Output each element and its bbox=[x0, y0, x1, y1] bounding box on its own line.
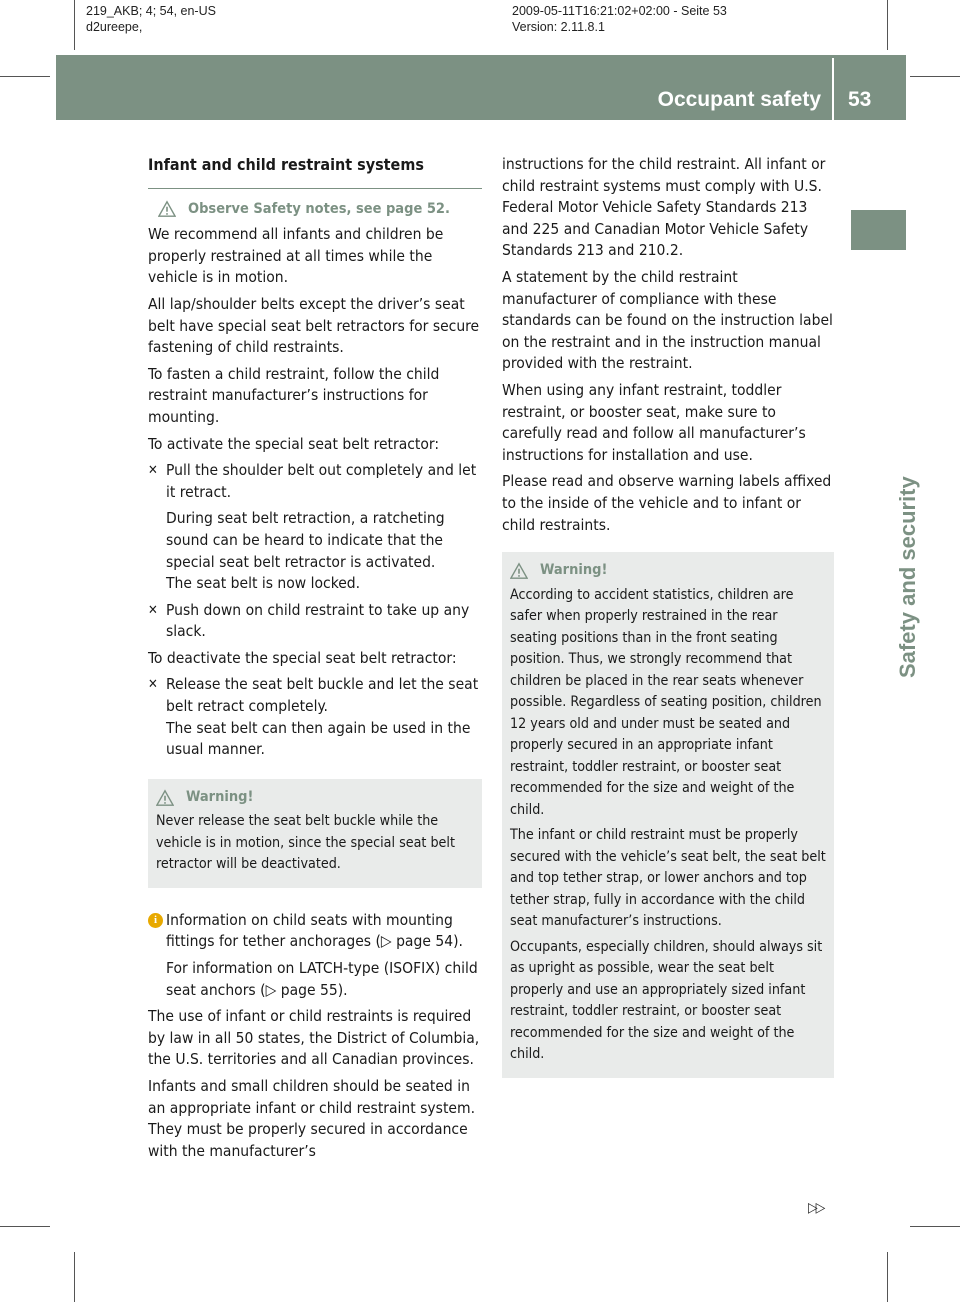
step-detail: The seat belt can then again be used in the usual manner. bbox=[166, 718, 471, 759]
print-meta-left bbox=[86, 3, 216, 35]
print-meta-right bbox=[512, 3, 727, 35]
paragraph: To deactivate the special seat belt retractor: bbox=[148, 648, 457, 667]
warning-title: Warning! bbox=[540, 562, 608, 579]
warning-text: Never release the seat belt buckle while the vehicle is in motion, since the special seat belt retractor will be deactivated. bbox=[156, 813, 455, 873]
continue-arrows-icon: ▷▷ bbox=[808, 1200, 824, 1216]
step-detail: The seat belt is now locked. bbox=[166, 574, 361, 593]
crop-mark bbox=[887, 0, 888, 50]
right-column bbox=[502, 154, 834, 1078]
print-meta-right-line1: 2009-05-11T16:21:02+02:00 - Seite 53 bbox=[512, 4, 727, 18]
warning-triangle-icon bbox=[156, 789, 174, 807]
step-text: Pull the shoulder belt out completely and let it retract. bbox=[166, 461, 477, 501]
step-text: Release the seat belt buckle and let the seat belt retract completely. bbox=[166, 675, 479, 716]
crop-mark bbox=[910, 76, 960, 77]
section-tab-marker bbox=[851, 210, 906, 250]
crop-mark bbox=[0, 76, 50, 77]
crop-mark bbox=[910, 1226, 960, 1227]
section-tab bbox=[855, 258, 920, 678]
left-column bbox=[148, 154, 482, 1167]
warning-header bbox=[510, 560, 826, 582]
step-arrow-icon: ✕ bbox=[148, 463, 158, 479]
step-item bbox=[148, 600, 482, 643]
paragraph: The use of infant or child restraints is required by law in all 50 states, the District of Columbia, the U.S. territories and all Canadian provinces. bbox=[148, 1007, 480, 1069]
step-arrow-icon: ✕ bbox=[148, 677, 158, 693]
warning-box bbox=[148, 779, 482, 888]
section-heading: Infant and child restraint systems bbox=[148, 155, 424, 174]
print-meta-left-line2: d2ureepe, bbox=[86, 20, 143, 34]
paragraph: All lap/shoulder belts except the driver’s seat belt have special seat belt retractors for secure fastening of child restraints. bbox=[148, 294, 480, 357]
paragraph: instructions for the child restraint. All infant or child restraint systems must comply with U.S. Federal Motor Vehicle Safety Standards 213 and 225 and Canadian Motor Vehicle Safety Standards 213 and 210.2. bbox=[502, 155, 826, 260]
paragraph: We recommend all infants and children be properly restrained at all times while the vehicle is in motion. bbox=[148, 225, 444, 287]
page-number: 53 bbox=[848, 88, 872, 111]
page-title: Occupant safety bbox=[657, 88, 821, 111]
step-item bbox=[148, 460, 482, 595]
paragraph: To fasten a child restraint, follow the child restraint manufacturer’s instructions for mounting. bbox=[148, 364, 440, 426]
paragraph: Please read and observe warning labels affixed to the inside of the vehicle and to infant or child restraints. bbox=[502, 472, 832, 534]
step-arrow-icon: ✕ bbox=[148, 602, 158, 618]
step-detail: During seat belt retraction, a ratcheting sound can be heard to indicate that the special seat belt retractor is activated. bbox=[166, 509, 445, 571]
crop-mark bbox=[887, 1252, 888, 1302]
header-divider bbox=[832, 58, 834, 120]
heading-rule bbox=[148, 188, 482, 189]
warning-title: Warning! bbox=[186, 788, 254, 805]
warning-triangle-icon bbox=[158, 200, 176, 218]
step-item bbox=[148, 674, 482, 760]
warning-text: According to accident statistics, children are safer when properly restrained in the rear seating positions than in the front seating position. Thus, we strongly recommend that children be placed in the rear seats whenever possible. Regardless of seating position, children 12 years old and under must be seated and properly secured in an appropriate infant restraint, toddler restraint, or booster seat recommended for the size and weight of the child. bbox=[510, 586, 822, 818]
warning-header bbox=[156, 787, 474, 809]
crop-mark bbox=[74, 1252, 75, 1302]
observe-note-text: Observe Safety notes, see page 52. bbox=[188, 200, 450, 217]
print-meta-left-line1: 219_AKB; 4; 54, en-US bbox=[86, 4, 216, 18]
paragraph: When using any infant restraint, toddler restraint, or booster seat, make sure to carefully read and follow all manufacturer’s instructions for installation and use. bbox=[502, 380, 806, 464]
paragraph: A statement by the child restraint manufacturer of compliance with these standards can be found on the instruction label on the restraint and in the instruction manual provided with the restraint. bbox=[502, 267, 833, 373]
info-icon: i bbox=[148, 913, 163, 928]
info-text: Information on child seats with mounting fittings for tether anchorages (▷ page 54). bbox=[166, 910, 463, 951]
warning-text: The infant or child restraint must be properly secured with the vehicle’s seat belt, the seat belt and top tether strap, or lower anchors and top tether strap, fully in accordance with the child seat manufacturer’s instructions. bbox=[510, 827, 826, 930]
section-tab-label: Safety and security bbox=[895, 476, 920, 678]
info-note bbox=[148, 910, 482, 1001]
paragraph: To activate the special seat belt retractor: bbox=[148, 434, 440, 453]
crop-mark bbox=[74, 0, 75, 50]
observe-note bbox=[148, 199, 482, 221]
step-text: Push down on child restraint to take up any slack. bbox=[166, 600, 470, 641]
print-meta-right-line2: Version: 2.11.8.1 bbox=[512, 20, 605, 34]
warning-triangle-icon bbox=[510, 562, 528, 580]
warning-text: Occupants, especially children, should always sit as upright as possible, wear the seat belt properly and use an appropriately sized infant restraint, toddler restraint, or booster seat recommended for the size and weight of the child. bbox=[510, 938, 823, 1063]
paragraph: Infants and small children should be seated in an appropriate infant or child restraint system. They must be properly secured in accordance with the manufacturer’s bbox=[148, 1077, 476, 1160]
crop-mark bbox=[0, 1226, 50, 1227]
info-text: For information on LATCH-type (ISOFIX) child seat anchors (▷ page 55). bbox=[166, 959, 478, 999]
warning-box bbox=[502, 552, 834, 1078]
